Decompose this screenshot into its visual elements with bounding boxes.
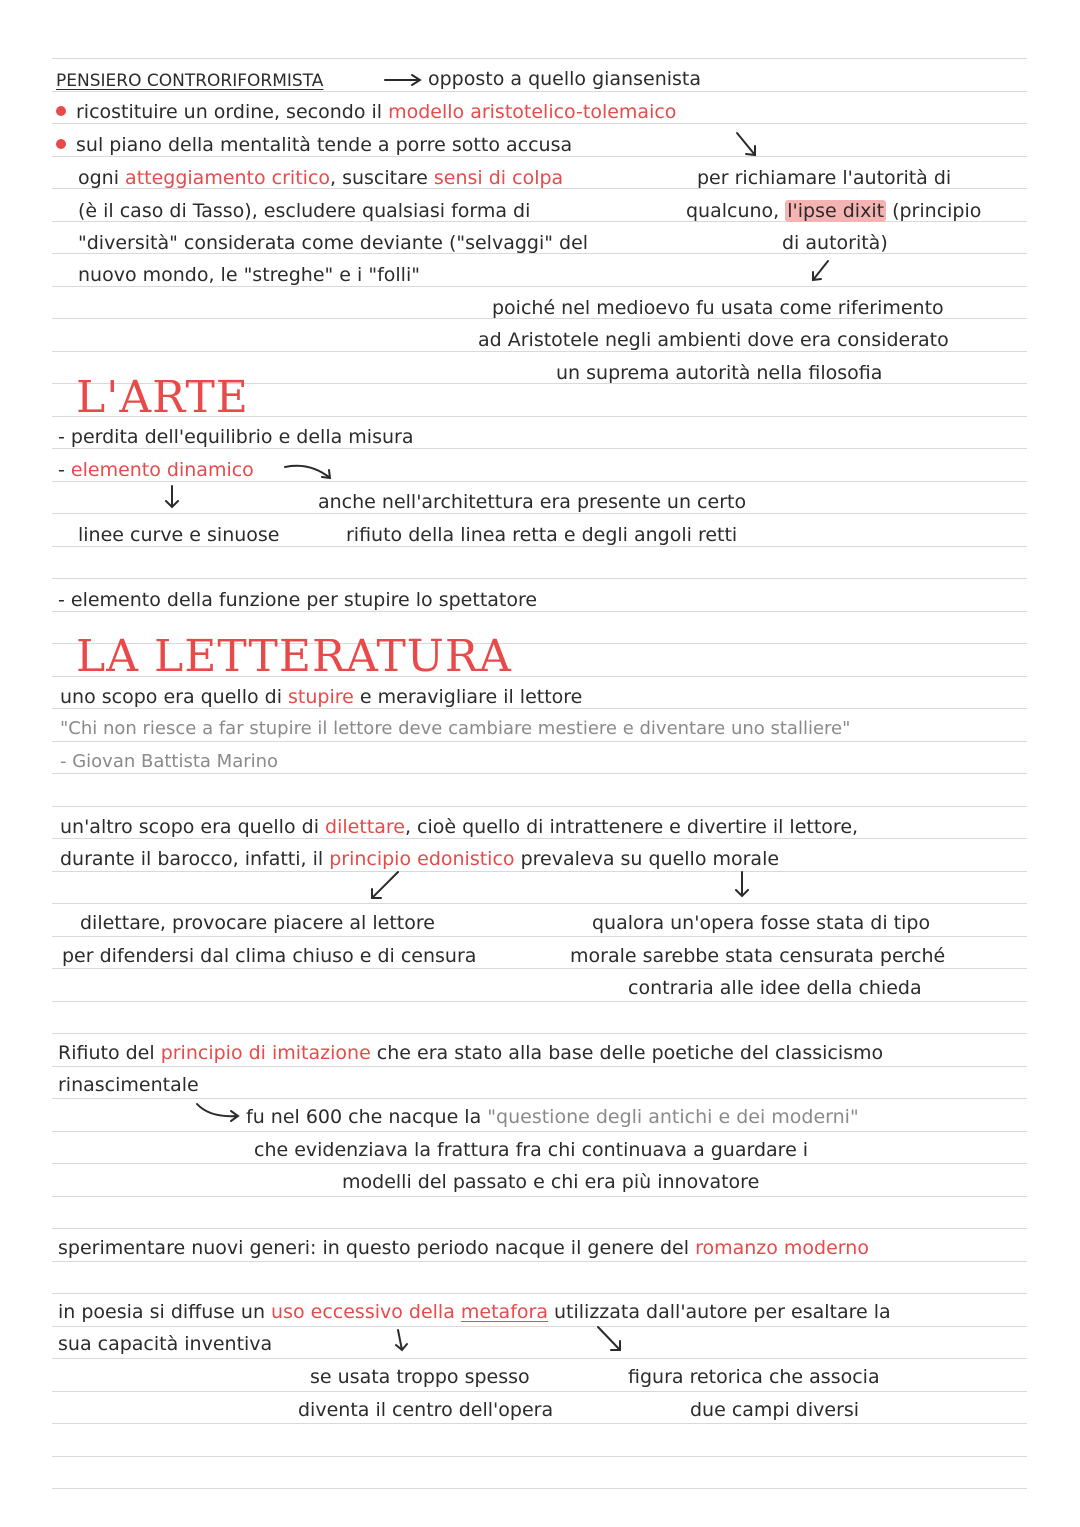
text-line: ogni atteggiamento critico, suscitare sensi di colpa (78, 167, 564, 189)
bullet-2: sul piano della mentalità tende a porre sotto accusa (56, 133, 572, 157)
text-line: rinascimentale (58, 1074, 199, 1096)
text-line: - elemento della funzione per stupire lo spettatore (58, 589, 538, 611)
text-line: anche nell'architettura era presente un certo (318, 491, 747, 513)
side-note: per richiamare l'autorità di (697, 167, 952, 189)
arrow-down-right-icon (737, 133, 755, 155)
text-line: contraria alle idee della chieda (628, 977, 922, 999)
text-line: figura retorica che associa (628, 1366, 880, 1388)
side-note: di autorità) (782, 232, 888, 254)
arrow-down-icon (396, 1330, 407, 1350)
text-line: un'altro scopo era quello di dilettare, cioè quello di intrattenere e divertire il lettore, (60, 816, 859, 838)
text-line: dilettare, provocare piacere al lettore (80, 912, 435, 934)
arrow-down-icon (736, 872, 748, 896)
text-line: - elemento dinamico (58, 459, 254, 481)
text-line: (è il caso di Tasso), escludere qualsiasi forma di (78, 200, 531, 222)
text-line: linee curve e sinuose (78, 524, 280, 546)
bullet-icon (56, 106, 66, 116)
quote-author: - Giovan Battista Marino (60, 751, 279, 772)
text-line: sperimentare nuovi generi: in questo periodo nacque il genere del romanzo moderno (58, 1237, 869, 1259)
arrow-curved-icon (285, 466, 330, 478)
text-line: in poesia si diffuse un uso eccessivo della metafora utilizzata dall'autore per esaltare la (58, 1301, 891, 1323)
arrow-down-left-icon (813, 261, 828, 280)
side-note: qualcuno, l'ipse dixit (principio (686, 200, 982, 222)
side-note: un suprema autorità nella filosofia (556, 362, 883, 384)
text-line: durante il barocco, infatti, il principio edonistico prevaleva su quello morale (60, 848, 780, 870)
arrow-down-left-icon (372, 872, 398, 898)
title-note: opposto a quello giansenista (428, 68, 702, 90)
quote: "Chi non riesce a far stupire il lettore deve cambiare mestiere e diventare uno stalliere" (60, 718, 851, 739)
arrow-right-icon (385, 75, 420, 85)
text-line: se usata troppo spesso (310, 1366, 530, 1388)
side-note: ad Aristotele negli ambienti dove era considerato (478, 329, 949, 351)
text-line: Rifiuto del principio di imitazione che era stato alla base delle poetiche del classicismo (58, 1042, 884, 1064)
text-line: nuovo mondo, le "streghe" e i "folli" (78, 264, 420, 286)
text-line: per difendersi dal clima chiuso e di censura (62, 945, 477, 967)
section-title-pensiero: PENSIERO CONTRORIFORMISTA (56, 71, 324, 91)
heading-arte: L'ARTE (76, 372, 249, 423)
arrow-curved-icon (197, 1104, 238, 1121)
side-note: poiché nel medioevo fu usata come riferimento (492, 297, 944, 319)
text-line: rifiuto della linea retta e degli angoli retti (346, 524, 738, 546)
arrow-down-icon (166, 486, 178, 507)
text-line: due campi diversi (690, 1399, 860, 1421)
text-line: - perdita dell'equilibrio e della misura (58, 426, 414, 448)
text-line: uno scopo era quello di stupire e meravigliare il lettore (60, 686, 583, 708)
heading-letteratura: LA LETTERATURA (76, 631, 512, 682)
text-line: "diversità" considerata come deviante ("selvaggi" del (78, 232, 589, 254)
arrow-down-right-icon (598, 1327, 620, 1350)
text-line: sua capacità inventiva (58, 1333, 273, 1355)
text-line: qualora un'opera fosse stata di tipo (592, 912, 931, 934)
text-line: che evidenziava la frattura fra chi continuava a guardare i (254, 1139, 809, 1161)
text-line: modelli del passato e chi era più innovatore (342, 1171, 760, 1193)
bullet-1: ricostituire un ordine, secondo il modello aristotelico-tolemaico (56, 100, 676, 124)
bullet-icon (56, 139, 66, 149)
text-line: diventa il centro dell'opera (298, 1399, 554, 1421)
text-line: fu nel 600 che nacque la "questione degli antichi e dei moderni" (246, 1106, 859, 1128)
text-line: morale sarebbe stata censurata perché (570, 945, 946, 967)
